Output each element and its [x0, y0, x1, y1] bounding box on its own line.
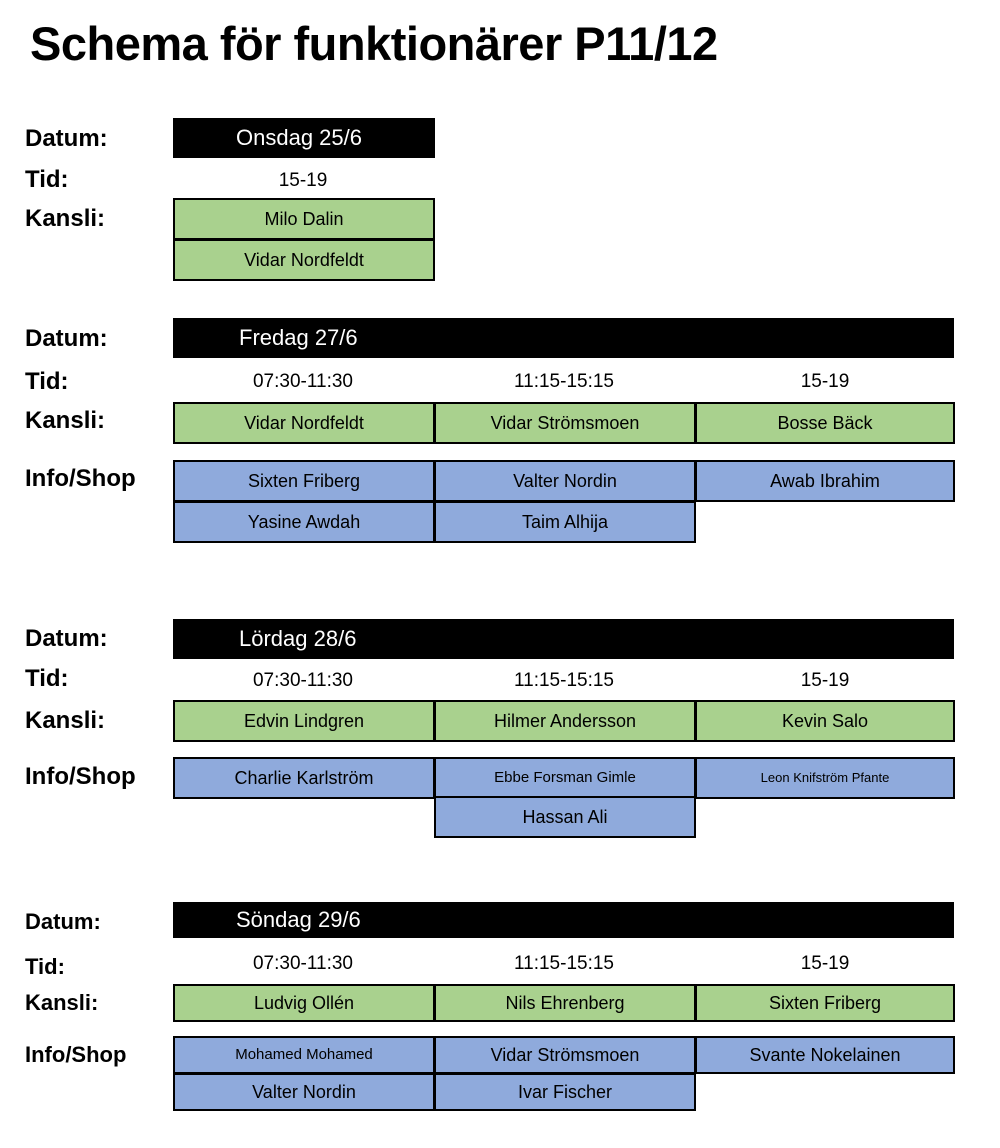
info-cell: Ebbe Forsman Gimle — [434, 757, 696, 799]
time-slot: 11:15-15:15 — [513, 953, 614, 974]
time-slot: 07:30-11:30 — [252, 670, 353, 691]
tid-label: Tid: — [25, 665, 69, 692]
info-cell: Charlie Karlström — [173, 757, 435, 799]
time-slot: 07:30-11:30 — [252, 371, 353, 392]
info-cell: Svante Nokelainen — [695, 1036, 955, 1074]
kansli-label: Kansli: — [25, 407, 106, 434]
date-bar: Onsdag 25/6 — [173, 118, 435, 158]
info-cell: Hassan Ali — [434, 796, 696, 838]
tid-label: Tid: — [25, 166, 69, 193]
kansli-label: Kansli: — [25, 990, 99, 1015]
kansli-cell: Hilmer Andersson — [434, 700, 696, 742]
info-cell: Yasine Awdah — [173, 501, 435, 543]
kansli-cell: Vidar Strömsmoen — [434, 402, 696, 444]
tid-label: Tid: — [25, 368, 69, 395]
info-cell: Mohamed Mohamed — [173, 1036, 435, 1074]
info-cell: Ivar Fischer — [434, 1073, 696, 1111]
info-cell: Vidar Strömsmoen — [434, 1036, 696, 1074]
time-slot: 15-19 — [278, 170, 328, 191]
datum-label: Datum: — [25, 325, 108, 352]
time-slot: 11:15-15:15 — [513, 371, 614, 392]
info-cell: Valter Nordin — [434, 460, 696, 502]
info-cell: Leon Knifström Pfante — [695, 757, 955, 799]
datum-label: Datum: — [25, 125, 108, 152]
datum-label: Datum: — [25, 625, 108, 652]
kansli-label: Kansli: — [25, 205, 106, 232]
date-bar: Fredag 27/6 — [173, 318, 954, 358]
tid-label: Tid: — [25, 954, 65, 979]
date-bar: Söndag 29/6 — [173, 902, 954, 938]
kansli-cell: Kevin Salo — [695, 700, 955, 742]
kansli-cell: Sixten Friberg — [695, 984, 955, 1022]
kansli-cell: Nils Ehrenberg — [434, 984, 696, 1022]
time-slot: 15-19 — [800, 670, 850, 691]
kansli-cell: Vidar Nordfeldt — [173, 402, 435, 444]
info-cell: Taim Alhija — [434, 501, 696, 543]
info-shop-label: Info/Shop — [25, 763, 136, 790]
kansli-cell: Bosse Bäck — [695, 402, 955, 444]
info-cell: Sixten Friberg — [173, 460, 435, 502]
kansli-cell: Vidar Nordfeldt — [173, 239, 435, 281]
info-cell: Awab Ibrahim — [695, 460, 955, 502]
kansli-cell: Milo Dalin — [173, 198, 435, 240]
date-bar: Lördag 28/6 — [173, 619, 954, 659]
time-slot: 11:15-15:15 — [513, 670, 614, 691]
info-shop-label: Info/Shop — [25, 1042, 127, 1067]
kansli-label: Kansli: — [25, 707, 106, 734]
kansli-cell: Edvin Lindgren — [173, 700, 435, 742]
info-shop-label: Info/Shop — [25, 465, 136, 492]
datum-label: Datum: — [25, 909, 101, 934]
kansli-cell: Ludvig Ollén — [173, 984, 435, 1022]
time-slot: 15-19 — [800, 953, 850, 974]
time-slot: 07:30-11:30 — [252, 953, 353, 974]
time-slot: 15-19 — [800, 371, 850, 392]
page-title: Schema för funktionärer P11/12 — [30, 17, 718, 70]
info-cell: Valter Nordin — [173, 1073, 435, 1111]
